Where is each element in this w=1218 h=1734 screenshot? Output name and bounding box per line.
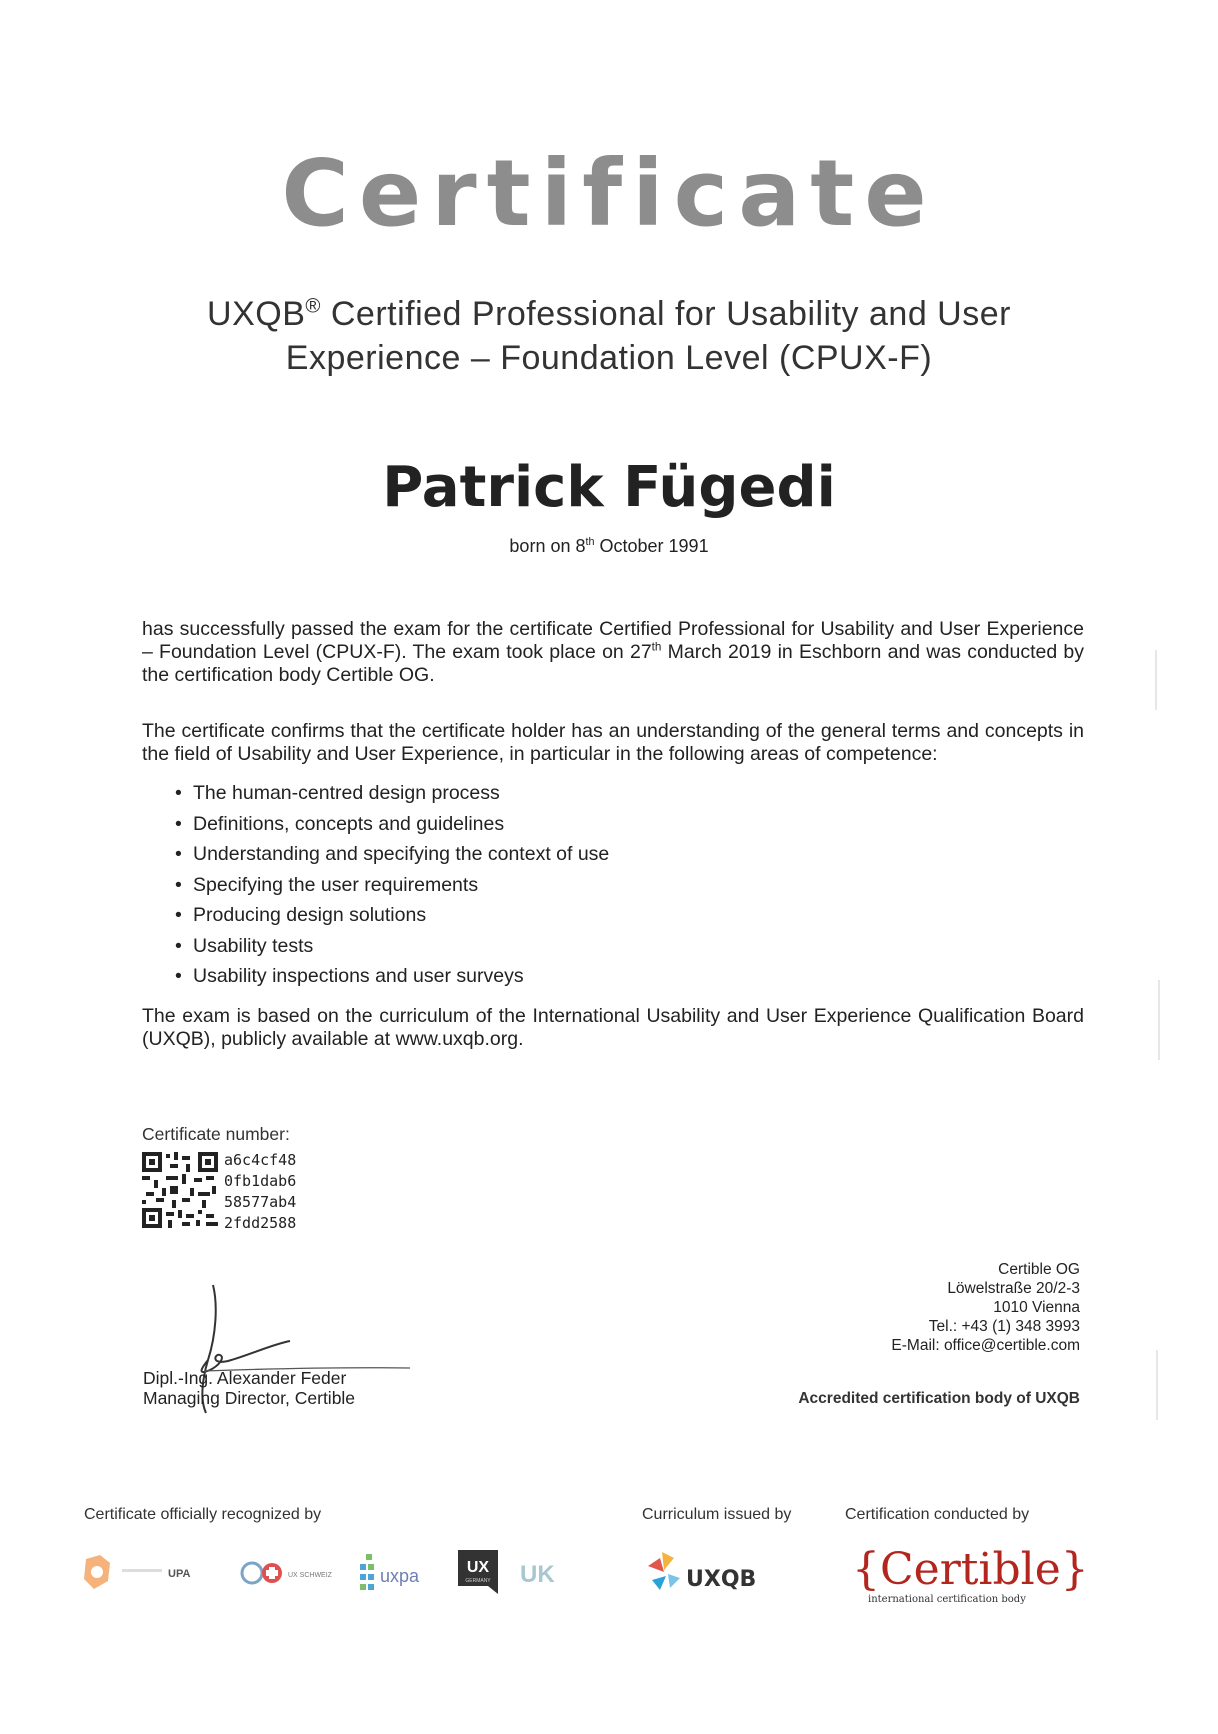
exam-text-part2: March 2019 in Eschborn and was conducted by the certification body Certible OG. xyxy=(142,641,1084,686)
list-item xyxy=(175,778,609,809)
certificate-code: 0fb1dab6 xyxy=(224,1172,297,1190)
certificate-code: 58577ab4 xyxy=(224,1193,297,1211)
bullet-icon: • xyxy=(175,873,182,896)
born-suffix: October 1991 xyxy=(594,536,709,556)
ux-schweiz-logo-text: UX SCHWEIZ xyxy=(288,1572,332,1579)
bullet-icon: • xyxy=(175,965,182,987)
bullet-icon: • xyxy=(175,934,182,957)
certible-logo-icon xyxy=(848,1540,1089,1610)
born-sup: th xyxy=(585,536,595,548)
recognized-by-label: Certificate officially recognized by xyxy=(84,1506,322,1523)
scan-mark xyxy=(1156,1350,1158,1420)
list-item xyxy=(175,809,609,840)
competence-label: Specifying the user requirements xyxy=(193,873,479,896)
certificate-subtitle xyxy=(140,292,1078,380)
uxqb-logo-icon xyxy=(646,1548,766,1598)
subtitle-line1-rest: Certified Professional for Usability and User xyxy=(320,295,1011,333)
certificate-title: Certificate xyxy=(281,140,937,247)
competence-list xyxy=(175,778,609,992)
exam-text-part1: has successfully passed the exam for the certificate Certified Professional for Usability and User Experience – Foundation Level (CPUX-F). The exam took place on 27 xyxy=(142,618,1084,663)
upa-logo-icon xyxy=(82,1553,202,1593)
upa-logo-text: UPA xyxy=(168,1568,191,1580)
curriculum-issued-label: Curriculum issued by xyxy=(642,1506,792,1523)
subtitle-prefix: UXQB xyxy=(207,295,306,333)
uxpa-logo-text: uxpa xyxy=(380,1566,420,1586)
scan-mark xyxy=(1158,980,1160,1060)
list-item xyxy=(175,961,609,992)
competence-label: Producing design solutions xyxy=(193,904,427,926)
curriculum-paragraph: The exam is based on the curriculum of the International Usability and User Experience Qualification Board (UXQB), publicly available at www.uxqb.org. xyxy=(142,1005,1084,1050)
competence-label: Definitions, concepts and guidelines xyxy=(193,812,505,835)
bullet-icon: • xyxy=(175,904,182,926)
certible-logo-subtext: international certification body xyxy=(868,1594,1026,1605)
competence-label: Usability tests xyxy=(193,934,314,957)
certificate-number-label: Certificate number: xyxy=(142,1124,290,1144)
ux-germany-logo-icon xyxy=(458,1550,502,1594)
competence-label: Understanding and specifying the context of use xyxy=(193,843,610,865)
certification-conducted-label: Certification conducted by xyxy=(845,1506,1030,1523)
issuer-street: Löwelstraße 20/2-3 xyxy=(947,1280,1080,1297)
qr-code-icon xyxy=(142,1152,218,1228)
signer-role: Managing Director, Certible xyxy=(143,1388,356,1408)
bullet-icon: • xyxy=(175,843,182,865)
issuer-address xyxy=(891,1260,1080,1355)
list-item xyxy=(175,900,609,931)
signer-block xyxy=(143,1368,355,1408)
holder-name: Patrick Fügedi xyxy=(382,455,836,520)
issuer-email: E-Mail: office@certible.com xyxy=(891,1337,1080,1354)
competence-label: The human-centred design process xyxy=(193,782,500,804)
issuer-company: Certible OG xyxy=(998,1261,1080,1278)
competence-label: Usability inspections and user surveys xyxy=(193,965,524,987)
uk-logo-icon xyxy=(518,1556,558,1590)
list-item xyxy=(175,870,609,901)
accreditation-note: Accredited certification body of UXQB xyxy=(798,1390,1080,1407)
certificate-code: 2fdd2588 xyxy=(224,1214,297,1232)
ux-germany-logo-subtext: GERMANY xyxy=(465,1578,491,1584)
exam-paragraph xyxy=(142,618,1084,687)
bullet-icon: • xyxy=(175,782,182,804)
list-item xyxy=(175,839,609,870)
uxqb-logo-text: UXQB xyxy=(686,1567,757,1592)
born-prefix: born on 8 xyxy=(509,536,586,556)
certificate-code: a6c4cf48 xyxy=(224,1151,297,1169)
uk-logo-text: UK xyxy=(520,1561,555,1588)
ux-germany-logo-text: UX xyxy=(466,1559,490,1576)
issuer-city: 1010 Vienna xyxy=(993,1299,1080,1316)
confirmation-paragraph: The certificate confirms that the certificate holder has an understanding of the general terms and concepts in the field of Usability and User Experience, in particular in the following areas of competence: xyxy=(142,720,1084,765)
certible-logo-text: {Certible} xyxy=(852,1544,1089,1595)
ux-schweiz-logo-icon xyxy=(240,1555,350,1591)
exam-date-sup: th xyxy=(651,640,662,654)
subtitle-line2: Experience – Foundation Level (CPUX-F) xyxy=(285,339,933,377)
issuer-tel: Tel.: +43 (1) 348 3993 xyxy=(928,1318,1080,1335)
scan-mark xyxy=(1155,650,1157,710)
list-item xyxy=(175,931,609,962)
uxpa-logo-icon xyxy=(358,1552,440,1592)
birth-date xyxy=(0,536,1218,557)
certificate-number-codes xyxy=(224,1150,296,1234)
signer-name: Dipl.-Ing. Alexander Feder xyxy=(143,1368,347,1388)
bullet-icon: • xyxy=(175,812,182,835)
registered-mark: ® xyxy=(305,295,321,318)
